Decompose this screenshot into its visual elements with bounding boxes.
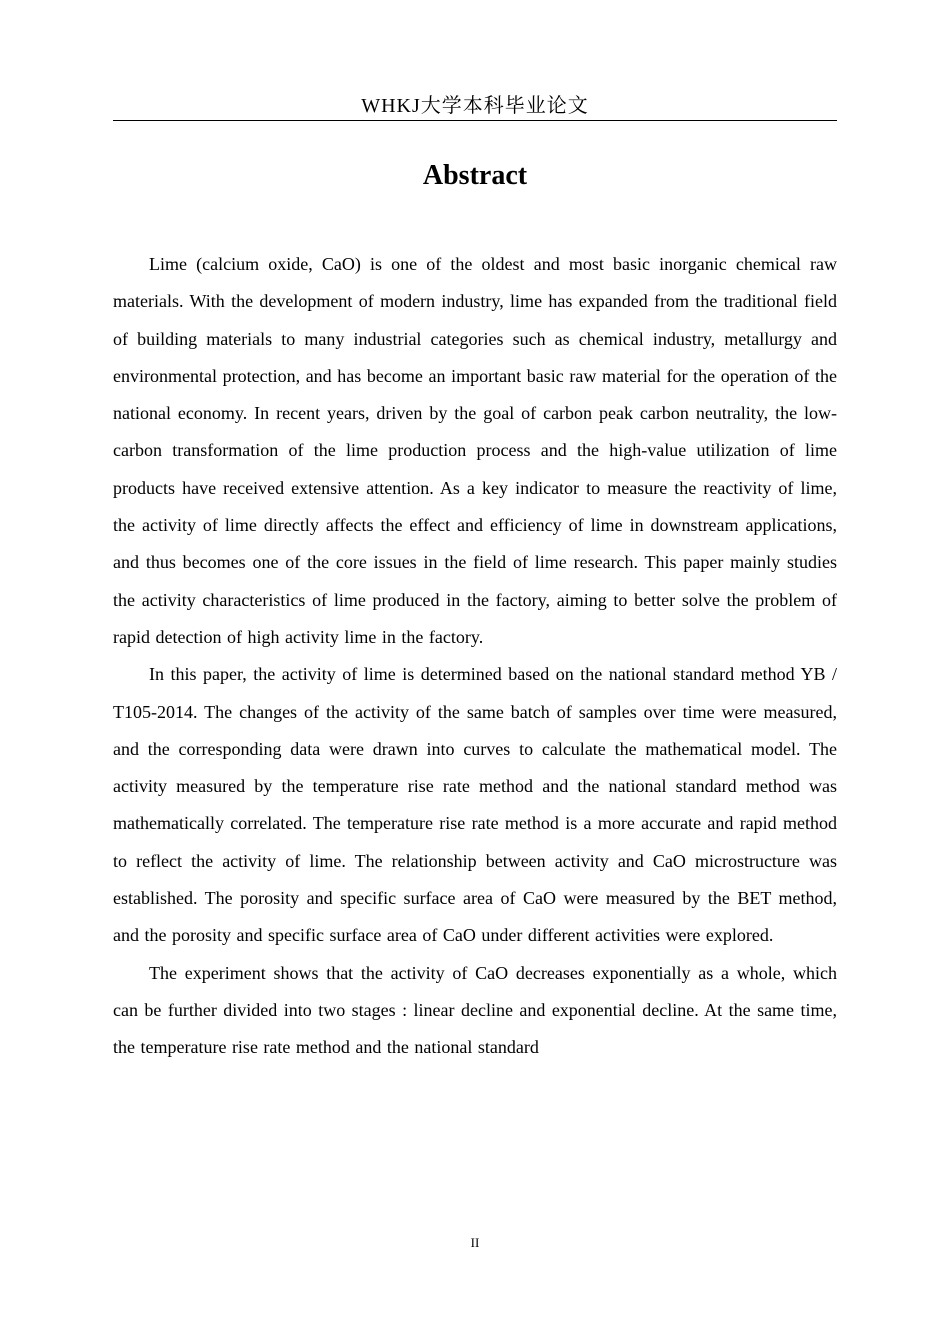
abstract-paragraph-2: In this paper, the activity of lime is determined based on the national standard method YB / T105-2014. The changes of the activity of the same batch of samples over time were measured, and the corresponding data were drawn into curves to calculate the mathematical model. The activity measured by the temperature rise rate method and the national standard method was mathematically correlated. The temperature rise rate method is a more accurate and rapid method to reflect the activity of lime. The relationship between activity and CaO microstructure was established. The porosity and specific surface area of CaO were measured by the BET method, and the porosity and specific surface area of CaO under different activities were explored. <box>113 664 837 946</box>
abstract-title: Abstract <box>422 160 528 191</box>
abstract-body <box>113 246 837 1214</box>
running-header: WHKJ大学本科毕业论文 <box>361 95 589 117</box>
header-rule <box>113 120 837 121</box>
abstract-paragraph-3: The experiment shows that the activity of CaO decreases exponentially as a whole, which can be further divided into two stages : linear decline and exponential decline. At the same time, the temperature rise rate method and the national standard <box>113 962 837 1058</box>
page-number: II <box>470 1235 480 1250</box>
abstract-paragraph-1: Lime (calcium oxide, CaO) is one of the oldest and most basic inorganic chemical raw materials. With the development of modern industry, lime has expanded from the traditional field of building materials to many industrial categories such as chemical industry, metallurgy and environmental protection, and has become an important basic raw material for the operation of the national economy. In recent years, driven by the goal of carbon peak carbon neutrality, the low-carbon transformation of the lime production process and the high-value utilization of lime products have received extensive attention. As a key indicator to measure the reactivity of lime, the activity of lime directly affects the effect and efficiency of lime in downstream applications, and thus becomes one of the core issues in the field of lime research. This paper mainly studies the activity characteristics of lime produced in the factory, aiming to better solve the problem of rapid detection of high activity lime in the factory. <box>113 254 837 647</box>
